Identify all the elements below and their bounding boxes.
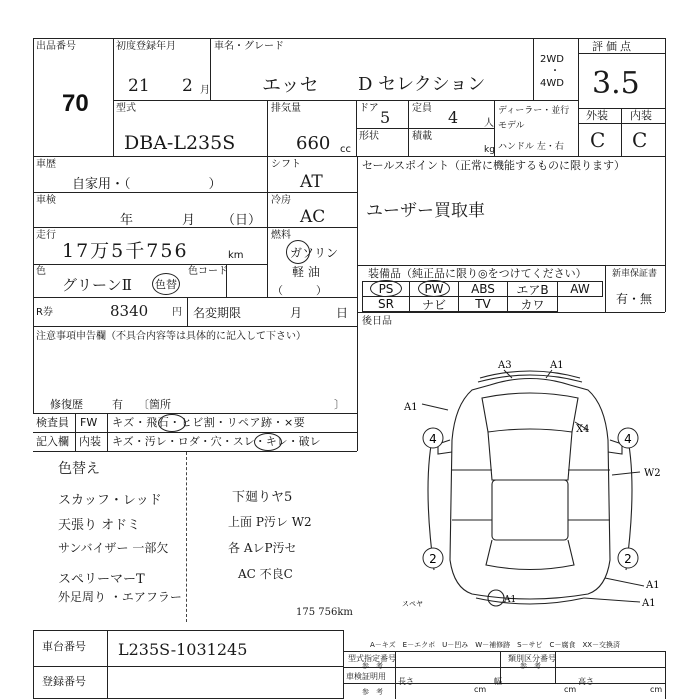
model-label: 型式 (116, 103, 136, 114)
mileage-value: 17万5千756 (62, 240, 189, 262)
tire-front-right (618, 428, 638, 448)
exterior-value: C (590, 128, 606, 152)
hdr-h-1 (113, 100, 578, 101)
col-v-357 (357, 156, 358, 414)
kg-unit: kg (484, 145, 495, 155)
diag-mark-a1-top: A1 (550, 360, 564, 371)
equip-sr: SR (362, 296, 410, 312)
color-code-label: 色コード (188, 266, 228, 277)
repair-part-label: 〔箇所 (138, 398, 171, 411)
reg-year: 21 (128, 76, 150, 96)
diag-mark-w2: W2 (644, 468, 661, 479)
cert-label: 車検証明用 (346, 672, 386, 681)
later-items-label: 後日品 (362, 316, 392, 327)
col-v-267 (267, 156, 268, 297)
row-h-192 (33, 192, 357, 193)
insp-h-2 (33, 451, 357, 452)
history-label: 車歴 (36, 159, 56, 170)
insp-v-right (357, 413, 358, 451)
row2-circle-kizu (254, 433, 282, 451)
sales-point-value: ユーザー買取車 (366, 201, 485, 221)
width-label: 幅 (494, 677, 502, 686)
foot-top (33, 630, 343, 631)
inspection-year-unit: 年 (120, 213, 134, 228)
type-number-label: 型式指定番号 (348, 654, 396, 663)
remark-5: スペリーマーT (58, 572, 145, 587)
inspector-label: 検査員 (36, 416, 69, 429)
equip-ps-circle (370, 280, 402, 297)
repair-close-bracket: 〕 (334, 398, 345, 411)
equip-airbag: エアB (507, 281, 558, 297)
first-reg-label: 初度登録年月 (116, 41, 176, 52)
frame-left (33, 38, 34, 414)
equip-ps: PS (362, 281, 410, 297)
ref-1: 参 考 (362, 662, 383, 670)
interior-entry-label: 内装 (79, 435, 101, 448)
ac-value: AC (300, 207, 326, 227)
equipment-label: 装備品（純正品に限り◎をつけてください） (368, 267, 587, 280)
equip-navi: ナビ (409, 296, 459, 312)
insp-h-1 (33, 432, 357, 433)
mileage-label: 走行 (36, 230, 56, 241)
tire-rear-right (618, 548, 638, 568)
lot-label: 出品番号 (36, 41, 76, 52)
capacity-label: 定員 (412, 103, 432, 114)
entry-label: 記入欄 (36, 435, 69, 448)
drive-dot: ・ (550, 66, 560, 77)
interior-value: C (632, 128, 648, 152)
hdr-div-1 (113, 38, 114, 156)
inspector-row1-items: キズ・飛石・ヒビ割・リペア跡・×要 (112, 416, 306, 429)
chassis-value: L235S-1031245 (118, 640, 248, 659)
foot-mid (33, 666, 343, 667)
inspection-day-unit: （日） (222, 213, 262, 228)
ac-label: 冷房 (271, 195, 291, 206)
cc-unit: cc (340, 144, 351, 155)
shift-label: シフト (271, 159, 301, 170)
car-outline (428, 371, 632, 606)
inspector-fw: FW (80, 416, 98, 429)
row-h-156 (33, 156, 665, 157)
width-cm: cm (564, 685, 577, 694)
yen-unit: 円 (172, 307, 182, 318)
car-grade: D セレクション (358, 74, 486, 95)
fuel-gasoline: ガソリン (290, 246, 339, 260)
hdr-v-ext (621, 108, 622, 156)
drive-2wd: 2WD (540, 54, 564, 65)
equip-pw-circle (418, 280, 450, 297)
hdr-div-2 (210, 38, 211, 100)
foot2-top (343, 651, 665, 652)
foot2-h2 (343, 683, 665, 684)
mileage-note: 175 756km (296, 607, 353, 618)
warranty-value: 有・無 (616, 292, 653, 306)
model-year-label: モデル (498, 121, 525, 131)
tax-value: 8340 (110, 302, 149, 320)
name-change-label: 名変期限 (193, 306, 242, 320)
col-v-187 (187, 297, 188, 326)
equip-pw: PW (409, 281, 459, 297)
spec-div-1 (267, 100, 268, 156)
remark-6: 外足周り ・エアフラー (58, 590, 182, 604)
rating-value: 3.5 (592, 66, 640, 101)
color-change-label: 色替 (152, 273, 180, 295)
equip-aw: AW (557, 281, 603, 297)
car-name: エッセ (262, 74, 319, 96)
door-value: 5 (380, 108, 391, 127)
svg-text:4: 4 (624, 432, 632, 446)
reg-number-label: 登録番号 (42, 675, 86, 688)
height-label: 高さ (578, 677, 594, 686)
row-h-413 (33, 413, 357, 414)
length-label: 長さ (398, 677, 414, 686)
dealer-label: ディーラー・並行 (498, 106, 570, 116)
svg-text:2: 2 (429, 552, 437, 566)
door-label: ドア (359, 103, 379, 114)
repair-value: 有 (112, 398, 123, 411)
remark-right-2: 上面 P汚レ W2 (228, 515, 312, 529)
frame-top (33, 38, 665, 39)
capacity-value: 4 (448, 108, 459, 127)
shift-value: AT (300, 172, 323, 192)
svg-text:2: 2 (624, 552, 632, 566)
diag-mark-a1-spare: A1 (504, 595, 517, 605)
remark-right-1: 下廻りヤ5 (232, 490, 293, 505)
fuel-label: 燃料 (271, 230, 291, 241)
row-h-326 (33, 326, 357, 327)
displacement-label: 排気量 (271, 103, 301, 114)
repair-label: 修復歴 (50, 398, 83, 411)
hdr-h-rating (578, 53, 665, 54)
history-value: 自家用・（ ） (72, 177, 222, 192)
spare-label: スペヤ (402, 600, 423, 608)
inspector-row2-items: キズ・汚レ・ロダ・穴・スレ・キレ・破レ (112, 435, 321, 448)
hdr-h-ext2 (578, 123, 665, 124)
ref-3: 参 考 (362, 688, 383, 696)
interior-label: 内装 (630, 109, 652, 122)
load-label: 積載 (412, 131, 432, 142)
right-h-312 (357, 312, 665, 313)
person-unit: 人 (484, 118, 494, 129)
diag-mark-x4: X4 (576, 424, 590, 435)
remark-1: 色替え (58, 461, 100, 477)
warranty-label: 新車保証書 (612, 269, 658, 279)
legend-text: A－キズ E－エクボ U－凹み W－補修跡 S－サビ C－腐食 XX－交換済 (370, 641, 621, 649)
exterior-label: 外装 (586, 109, 608, 122)
remark-2: スカッフ・レッド (58, 493, 162, 508)
frame-right (665, 38, 666, 312)
tire-rear-left (423, 548, 443, 568)
tire-front-left (423, 428, 443, 448)
foot-bot (33, 698, 343, 699)
insp-v-1 (75, 413, 76, 451)
right-h-265 (357, 265, 665, 266)
height-cm: cm (650, 685, 663, 694)
diag-mark-a1-left: A1 (404, 402, 418, 413)
insp-v-2 (107, 413, 108, 451)
row-h-264 (33, 264, 267, 265)
diag-mark-a3: A3 (498, 360, 512, 371)
remark-4: サンバイザー 一部欠 (58, 541, 169, 555)
hdr-div-3 (533, 38, 534, 100)
chassis-label: 車台番号 (42, 640, 86, 653)
name-change-day: 日 (336, 306, 349, 320)
model-value: DBA-L235S (124, 132, 236, 154)
class-number-label: 類別区分番号 (508, 654, 556, 663)
rating-label: 評価点 (592, 40, 634, 53)
lot-number: 70 (62, 90, 89, 117)
diag-mark-a1-rr: A1 (646, 580, 660, 591)
fuel-paren: （ ） (272, 284, 327, 297)
shape-label: 形状 (359, 131, 379, 142)
foot2-h1 (343, 667, 665, 668)
length-cm: cm (474, 685, 487, 694)
row1-circle-hiseki (158, 414, 186, 432)
equip-leather: カワ (507, 296, 558, 312)
car-damage-diagram (400, 360, 670, 620)
reg-month: 2 (182, 76, 193, 96)
displacement-value: 660 (296, 133, 331, 154)
equip-abs: ABS (458, 281, 508, 297)
car-name-label: 車名・グレード (214, 41, 284, 52)
remark-3: 天張り オドミ (58, 518, 141, 533)
km-unit: km (228, 250, 244, 261)
remarks-dashed-line (186, 452, 187, 622)
sales-point-label: セールスポイント（正常に機能するものに限ります） (362, 159, 626, 172)
reg-month-unit: 月 (200, 85, 210, 96)
hdr-div-4 (578, 38, 579, 156)
equip-tv: TV (458, 296, 508, 312)
fuel-circle (286, 240, 310, 264)
foot2-right (665, 651, 666, 699)
ref-2: 参 考 (520, 662, 541, 670)
drive-4wd: 4WD (540, 78, 564, 89)
diag-mark-a1-rear: A1 (642, 598, 656, 609)
svg-text:4: 4 (429, 432, 437, 446)
foot-left (33, 630, 34, 699)
notes-label: 注意事項申告欄（不具合内容等は具体的に記入して下さい） (36, 331, 306, 342)
fuel-kerosene: 軽 油 (292, 265, 320, 279)
color-value: グリーンⅡ (62, 276, 132, 294)
remark-right-3: 各 AレP汚セ (228, 541, 297, 555)
name-change-month: 月 (290, 306, 303, 320)
foot-right (343, 630, 344, 699)
inspection-label: 車検 (36, 195, 56, 206)
tax-label: R券 (36, 307, 53, 318)
foot-v (107, 630, 108, 699)
color-label: 色 (36, 266, 46, 277)
handle-label: ハンドル 左・右 (498, 142, 564, 152)
inspection-month-unit: 月 (182, 213, 196, 228)
remark-right-4: AC 不良C (238, 567, 293, 581)
right-v-605 (605, 265, 606, 312)
spec-h-mid (356, 128, 494, 129)
